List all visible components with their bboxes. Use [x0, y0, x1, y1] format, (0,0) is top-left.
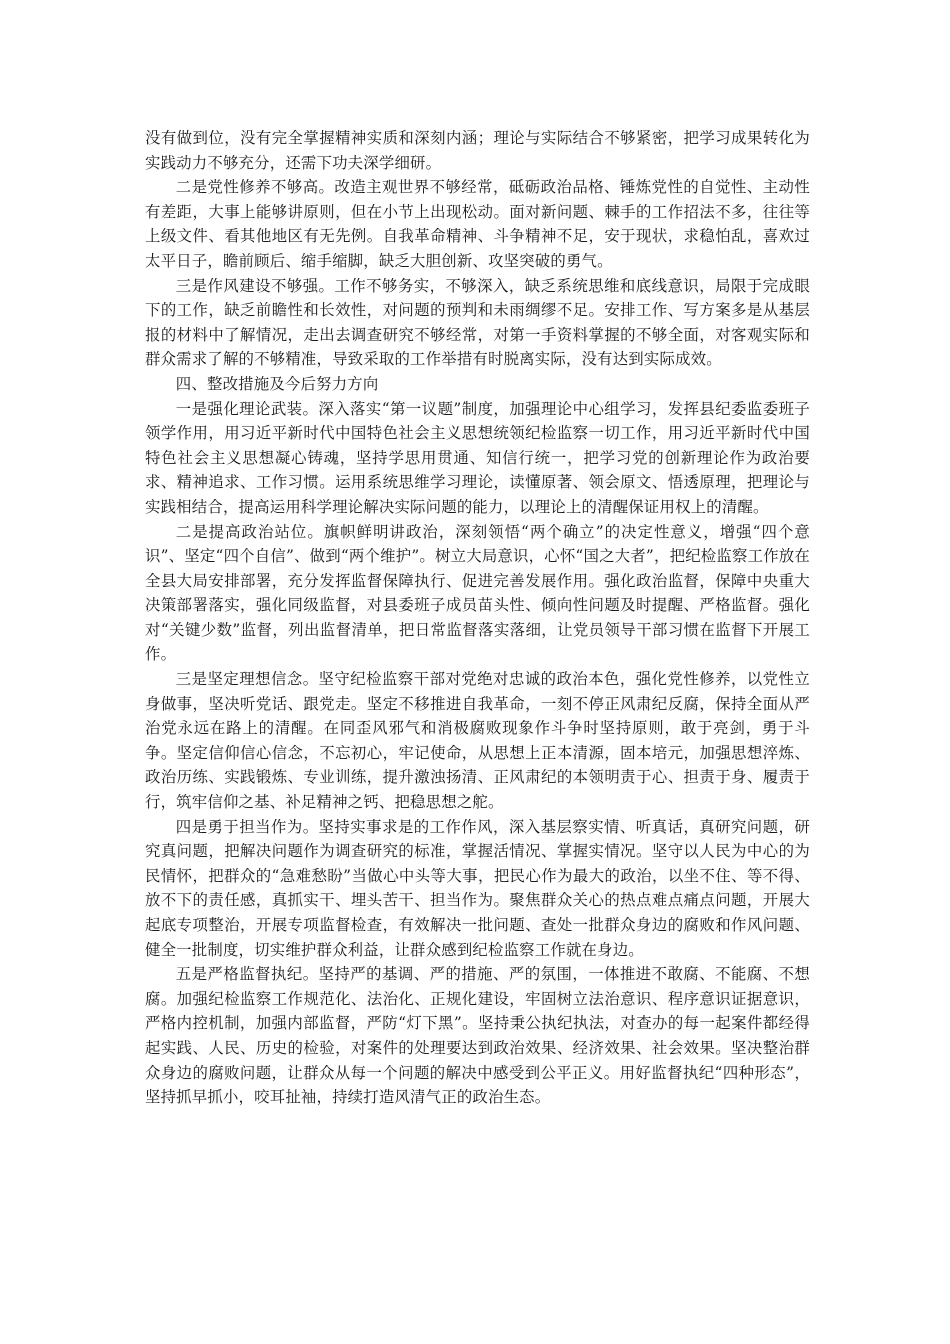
document-body: [145, 126, 810, 1110]
paragraph-supervision: 五是严格监督执纪。坚持严的基调、严的措施、严的氛围，一体推进不敢腐、不能腐、不想腐。加强纪检监察工作规范化、法治化、正规化建设，牢固树立法治意识、程序意识证据意识，严格内控机制，加强内部监督，严防“灯下黑”。坚持秉公执纪执法，对查办的每一起案件都经得起实践、人民、历史的检验，对案件的处理要达到政治效果、经济效果、社会效果。坚决整治群众身边的腐败问题，让群众从每一个问题的解决中感受到公平正义。用好监督执纪“四种形态”，坚持抓早抓小，咬耳扯袖，持续打造风清气正的政治生态。: [145, 965, 810, 1107]
paragraph-party-spirit: 二是党性修养不够高。改造主观世界不够经常，砥砺政治品格、锤炼党性的自觉性、主动性有差距，大事上能够讲原则，但在小节上出现松动。面对新问题、棘手的工作招法不多，往往等上级文件、看其他地区有无先例。自我革命精神、斗争精神不足，安于现状，求稳怕乱，喜欢过太平日子，瞻前顾后、缩手缩脚，缺乏大胆创新、攻坚突破的勇气。: [145, 178, 810, 270]
paragraph-work-style: 三是作风建设不够强。工作不够务实，不够深入，缺乏系统思维和底线意识，局限于完成眼下的工作，缺乏前瞻性和长效性，对问题的预判和未雨绸缪不足。安排工作、写方案多是从基层报的材料中了解情况，走出去调查研究不够经常，对第一手资料掌握的不够全面，对客观实际和群众需求了解的不够精准，导致采取的工作举措有时脱离实际，没有达到实际成效。: [145, 276, 810, 369]
paragraph-continuation: 没有做到位，没有完全掌握精神实质和深刻内涵；理论与实际结合不够紧密，把学习成果转化为实践动力不够充分，还需下功夫深学细研。: [145, 129, 810, 172]
paragraph-theory: 一是强化理论武装。深入落实“第一议题”制度，加强理论中心组学习，发挥县纪委监委班子领学作用，用习近平新时代中国特色社会主义思想统领纪检监察一切工作，用习近平新时代中国特色社会主义思想凝心铸魂，坚持学思用贯通、知信行统一，把学习党的创新理论作为政治要求、精神追求、工作习惯。运用系统思维学习理论，读懂原著、领会原文、悟透原理，把理论与实践相结合，提高运用科学理论解决实际问题的能力，以理论上的清醒保证用权上的清醒。: [145, 399, 810, 516]
paragraph-ideals: 三是坚定理想信念。坚守纪检监察干部对党绝对忠诚的政治本色，强化党性修养，以党性立身做事，坚决听党话、跟党走。坚定不移推进自我革命，一刻不停正风肃纪反腐，保持全面从严治党永远在路上的清醒。在同歪风邪气和消极腐败现象作斗争时坚持原则，敢于亮剑，勇于斗争。坚定信仰信心信念，不忘初心，牢记使命，从思想上正本清源，固本培元，加强思想淬炼、政治历练、实践锻炼、专业训练，提升激浊扬清、正风肃纪的本领明责于心、担责于身、履责于行，筑牢信仰之基、补足精神之钙、把稳思想之舵。: [145, 670, 810, 812]
paragraph-political-stance: 二是提高政治站位。旗帜鲜明讲政治，深刻领悟“两个确立”的决定性意义，增强“四个意识”、坚定“四个自信”、做到“两个维护”。树立大局意识，心怀“国之大者”，把纪检监察工作放在全县大局安排部署，充分发挥监督保障执行、促进完善发展作用。强化政治监督，保障中央重大决策部署落实，强化同级监督，对县委班子成员苗头性、倾向性问题及时提醒、严格监督。强化对“关键少数”监督，列出监督清单，把日常监督落实落细，让党员领导干部习惯在监督下开展工作。: [145, 522, 810, 664]
paragraph-responsibility: 四是勇于担当作为。坚持实事求是的工作作风，深入基层察实情、听真话，真研究问题，研究真问题，把解决问题作为调查研究的标准，掌握活情况、掌握实情况。坚守以人民为中心的为民情怀，把群众的“急难愁盼”当做心中头等大事，把民心作为最大的政治，以坐不住、等不得、放不下的责任感，真抓实干、埋头苦干、担当作为。聚焦群众关心的热点难点痛点问题，开展大起底专项整治，开展专项监督检查，有效解决一批问题、查处一批群众身边的腐败和作风问题、健全一批制度，切实维护群众利益，让群众感到纪检监察工作就在身边。: [145, 817, 810, 959]
section-heading: 四、整改措施及今后努力方向: [175, 374, 379, 393]
